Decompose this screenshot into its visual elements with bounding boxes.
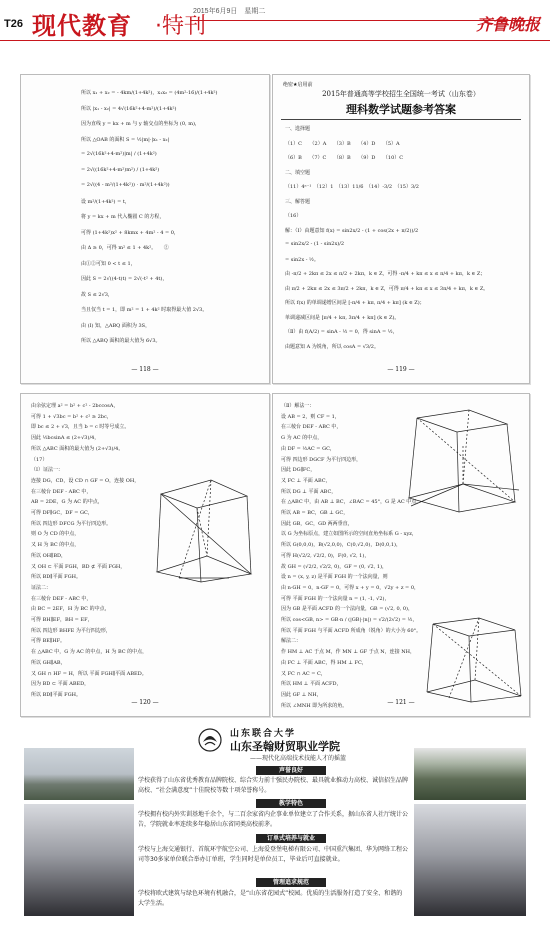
- answer-page-119: [272, 74, 530, 384]
- text-line: 由 (Ⅰ) 知，△ABQ 面积为 3S，: [81, 322, 151, 329]
- text-line: 所以 x₁ + x₂ = - 4km/(1+4k²)，x₁x₂ = (4m²-16)/(1+4k²): [81, 90, 218, 96]
- text-line: AB = 2DE，G 为 AC 的中点，: [31, 499, 103, 506]
- text-line: 设 n = (x, y, z) 是平面 FGH 的一个法向量，则: [281, 574, 388, 581]
- students-photo-right: [414, 804, 526, 916]
- text-line: 又 GH ∩ HF = H，所以 平面 FGH∥平面 ABED。: [31, 670, 147, 677]
- text-line: （11）4ⁿ⁻¹ （12）1 （13）11/6 （14）-3/2 （15）3/2: [285, 184, 419, 190]
- text-line: 设 m²/(1+4k²) = t，: [81, 198, 130, 205]
- text-line: 一、选择题: [285, 126, 311, 132]
- page-119-number: — 119 —: [387, 366, 415, 373]
- text-line: 可得 DF∥GC，DF = GC，: [31, 510, 93, 516]
- text-line: = 2√((4 - m²/(1+4k²)) · m²/(1+4k²)): [81, 182, 170, 188]
- text-line: 即 bc ≤ 2 + √3，且当 b = c 时等号成立。: [31, 424, 130, 431]
- text-line: 又 FC ⊥ 平面 ABC，: [281, 477, 331, 484]
- text-line: 由 Δ ≥ 0，可得 m² ≤ 1 + 4k²。 ②: [81, 245, 169, 251]
- text-line: 由 BC = 2EF，H 为 BC 的中点，: [31, 606, 110, 613]
- text-line: 由 FC ⊥ 平面 ABC，得 HM ⊥ FC，: [281, 659, 367, 666]
- text-line: 当且仅当 t = 1，即 m² = 1 + 4k² 时取得最大值 2√3。: [81, 307, 208, 313]
- text-line: 所以 △ABQ 面积的最大值为 6√3。: [81, 338, 161, 344]
- text-line: （1）C （2）A （3）B （4）D （5）A: [285, 140, 400, 147]
- text-line: 由题意知 A 为锐角，所以 cosA = √3/2。: [285, 343, 379, 350]
- page-header: [0, 0, 550, 44]
- text-line: 可得 BE∥HF。: [31, 638, 66, 645]
- text-line: （Ⅰ）证法一：: [31, 467, 63, 474]
- text-line: 所以 BD∥平面 FGH。: [31, 691, 81, 698]
- header-bottom-rule: [0, 40, 550, 41]
- college-emblem-icon: [198, 728, 222, 752]
- text-line: 因此 S = 2√((4-t)t) = 2√(-t² + 4t)，: [81, 276, 168, 282]
- text-line: 故 GH = (√2/2, √2/2, 0)，GF = (0, √2, 1)，: [281, 563, 388, 570]
- text-line: 连接 DG，CD，设 CD ∩ GF = O，连接 OH，: [31, 477, 140, 484]
- page-number: T26: [4, 18, 23, 30]
- text-line: 在 △ABC 中，G 为 AC 的中点，H 为 BC 的中点，: [31, 649, 148, 656]
- text-line: （Ⅱ）解法一：: [281, 403, 315, 409]
- text-line: 证法二：: [31, 584, 52, 591]
- text-line: 所以 ∠MNH 即为所求的角。: [281, 702, 348, 709]
- page-120-number: — 120 —: [131, 699, 159, 706]
- university-name: 山东联合大学: [230, 729, 297, 739]
- text-line: 以 G 为坐标原点，建立如图所示的空间直角坐标系 G - xyz，: [281, 531, 417, 538]
- section-banner-employment: 订单式培养与就业: [256, 834, 326, 843]
- campus-building-photo: [24, 748, 134, 800]
- text-line: 由 n·GH = 0，n·GF = 0，可得 x + y = 0，√2y + z = 0，: [281, 584, 420, 591]
- text-line: 所以 四边形 DFCG 为平行四边形。: [31, 520, 112, 527]
- exam-title: 2015年普通高等学校招生全国统一考试（山东卷）: [322, 90, 480, 98]
- text-line: 则 O 为 CD 的中点，: [31, 531, 80, 538]
- frustum-figure-3: [423, 614, 523, 704]
- text-line: 所以 OH∥BD，: [31, 552, 67, 559]
- text-line: 所以 BD∥平面 FGH。: [31, 574, 81, 581]
- college-advertisement: [20, 724, 528, 924]
- text-line: 二、填空题: [285, 169, 311, 176]
- text-line: 将 y = kx + m 代入椭圆 C 的方程，: [81, 214, 165, 220]
- text-line: 因此 GF ⊥ NH，: [281, 691, 322, 698]
- text-line: = sin2x - ½。: [285, 256, 319, 263]
- text-line: 在三棱台 DEF - ABC 中，: [31, 488, 92, 495]
- text-line: 作 HM ⊥ AC 于点 M，作 MN ⊥ GF 于点 N，连接 NH，: [281, 649, 415, 656]
- answer-page-121: [272, 393, 530, 717]
- text-line: （16）: [285, 213, 302, 219]
- text-line: 在 △ABC 中，由 AB ⊥ BC，∠BAC = 45°，G 是 AC 中点，: [281, 499, 422, 506]
- text-line: （Ⅱ）由 f(A/2) = sinA - ½ = 0，得 sinA = ½，: [285, 329, 398, 335]
- text-line: 所以 平面 FGH 与平面 ACFD 所成角（锐角）的大小为 60°。: [281, 627, 422, 634]
- section-banner-teaching: 教学特色: [256, 799, 326, 808]
- answer-page-118: [20, 74, 270, 384]
- text-line: 因为 GB 是平面 ACFD 的一个法向量，GB = (√2, 0, 0)，: [281, 606, 413, 613]
- text-line: 由余弦定理 a² = b² + c² - 2bccosA，: [31, 403, 119, 409]
- text-line: 单调递减区间是 [π/4 + kπ, 3π/4 + kπ] (k ∈ Z)。: [285, 314, 400, 321]
- section-text-management: 学校将欧式建筑与绿色环境有机融合，是“山东省花园式”校园。优质的生活服务打造了安全、和谐的大学生活。: [138, 890, 403, 907]
- text-line: 可得 (1+4k²)x² + 8kmx + 4m² - 4 = 0，: [81, 229, 179, 236]
- section-banner-management: 管理追求规范: [256, 878, 326, 887]
- section-text-reputation: 学校获得了山东省优秀教育品牌院校、综合实力前十强民办院校、最具就业推动力高校、诚信招生品牌高校、“社会满意度”十佳院校等数十项荣誉称号。: [138, 777, 409, 794]
- text-line: 所以 AB = BC，GB ⊥ GC，: [281, 510, 349, 516]
- issue-date: 2015年6月9日 星期二: [193, 8, 266, 15]
- text-line: 解法二：: [281, 638, 302, 645]
- text-line: 解：（Ⅰ）由题意知 f(x) = sin2x/2 - (1 + cos(2x + π/2))/2: [285, 227, 419, 234]
- text-line: 所以 GH∥AB，: [31, 659, 66, 666]
- text-line: 因为 BD ⊂ 平面 ABED，: [31, 681, 90, 688]
- text-line: 可得 1 + √3bc = b² + c² ≥ 2bc，: [31, 413, 112, 420]
- section-subtitle: ·特刊: [155, 14, 206, 39]
- title-rule: [281, 119, 521, 120]
- frustum-figure-1: [151, 474, 259, 584]
- text-line: = sin2x/2 - (1 - sin2x)/2: [285, 241, 345, 247]
- section-text-teaching: 学校拥有校内外实训基地千余个，与二百余家省内企事业单位建立了合作关系，据山东省人社厅统计公告，学院就业率连续多年稳居山东省同类高校前茅。: [138, 811, 409, 828]
- page-118-number: — 118 —: [131, 366, 159, 373]
- newspaper-logo: 齐鲁晚报: [475, 15, 540, 34]
- students-photo-left: [24, 804, 134, 916]
- confidential-tag: 绝密★启用前: [283, 82, 313, 88]
- college-name: 山东圣翰财贸职业学院: [230, 740, 340, 753]
- text-line: 可得 平面 FGH 的一个法向量 n = (1, -1, √2)，: [281, 595, 390, 602]
- text-line: 所以 G(0,0,0)，B(√2,0,0)，C(0,√2,0)，D(0,0,1)，: [281, 542, 401, 549]
- text-line: 因为直线 y = kx + m 与 y 轴交点的坐标为 (0, m)，: [81, 121, 200, 127]
- text-line: 设 AB = 2，则 CF = 1，: [281, 413, 340, 420]
- text-line: = 2√((16k²+4-m²)m²) / (1+4k²): [81, 166, 160, 173]
- text-line: G 为 AC 的中点，: [281, 435, 323, 442]
- text-line: 所以 △OAB 的面积 S = ½|m|·|x₁ - x₂|: [81, 136, 170, 143]
- frustum-figure-2: [403, 406, 521, 514]
- text-line: 由①②可知 0 < t ≤ 1，: [81, 260, 136, 267]
- text-line: （6）B （7）C （8）B （9）D （10）C: [285, 155, 404, 161]
- text-line: 所以 DG ⊥ 平面 ABC，: [281, 488, 337, 495]
- text-line: 所以 |x₁ - x₂| = 4√(16k²+4-m²)/(1+4k²): [81, 105, 177, 112]
- text-line: 在三棱台 DEF - ABC 中，: [281, 424, 342, 431]
- text-line: 因此 DG∥FC，: [281, 467, 316, 474]
- text-line: 又 FC ∩ AC = C，: [281, 670, 326, 677]
- text-line: = 2√(16k²+4-m²)|m| / (1+4k²): [81, 151, 157, 157]
- text-line: 因此 ½bcsinA ≤ (2+√3)/4，: [31, 435, 100, 442]
- text-line: 又 OH ⊂ 平面 FGH，BD ⊄ 平面 FGH，: [31, 563, 126, 570]
- text-line: 因此 GB，GC，GD 两两垂直，: [281, 520, 353, 527]
- text-line: 又 H 为 BC 的中点，: [31, 542, 80, 549]
- text-line: 可得 四边形 DGCF 为平行四边形，: [281, 456, 362, 463]
- text-line: 三、解答题: [285, 198, 311, 205]
- text-line: 由 DF = ½AC = GC，: [281, 445, 335, 452]
- text-line: 可得 BH∥EF，BH = EF，: [31, 617, 93, 623]
- answer-key-title: 理科数学试题参考答案: [346, 103, 456, 116]
- section-banner-reputation: 声誉良好: [256, 766, 326, 775]
- campus-garden-photo: [414, 748, 526, 800]
- text-line: 可得 H(√2/2, √2/2, 0)，F(0, √2, 1)，: [281, 552, 370, 559]
- text-line: 由 π/2 + 2kπ ≤ 2x ≤ 3π/2 + 2kπ，k ∈ Z，可得 π/4 + kπ ≤ x ≤ 3π/4 + kπ，k ∈ Z。: [285, 285, 489, 292]
- text-line: 所以 四边形 BHFE 为平行四边形，: [31, 627, 111, 634]
- text-line: 所以 △ABC 面积的最大值为 (2+√3)/4。: [31, 445, 124, 452]
- section-title: 现代教育: [32, 12, 132, 40]
- section-text-employment: 学校与上海交通银行、首航环宇航空公司、上海爱登堡电梯有限公司、中国重汽集团、华为网络工程公司等30多家单位联合举办订单班，学生同时是单位员工，毕业后可直接就业。: [138, 846, 409, 863]
- answer-page-120: [20, 393, 270, 717]
- text-line: 在三棱台 DEF - ABC 中，: [31, 595, 92, 602]
- text-line: 所以 cos<GB, n> = GB·n / (|GB|·|n|) = √2/(2√2) = ½，: [281, 617, 418, 623]
- text-line: 所以 HM ⊥ 平面 ACFD，: [281, 681, 342, 688]
- page-121-number: — 121 —: [387, 699, 415, 706]
- text-line: （17）: [31, 456, 48, 463]
- text-line: 所以 f(x) 的单调递增区间是 [-π/4 + kπ, π/4 + kπ] (k ∈ Z)；: [285, 300, 425, 306]
- college-slogan: ——现代化高端技术技能人才的摇篮: [250, 755, 347, 762]
- text-line: 故 S ≤ 2√3，: [81, 291, 113, 298]
- text-line: 由 -π/2 + 2kπ ≤ 2x ≤ π/2 + 2kπ，k ∈ Z，可得 -π/4 + kπ ≤ x ≤ π/4 + kπ，k ∈ Z；: [285, 271, 486, 277]
